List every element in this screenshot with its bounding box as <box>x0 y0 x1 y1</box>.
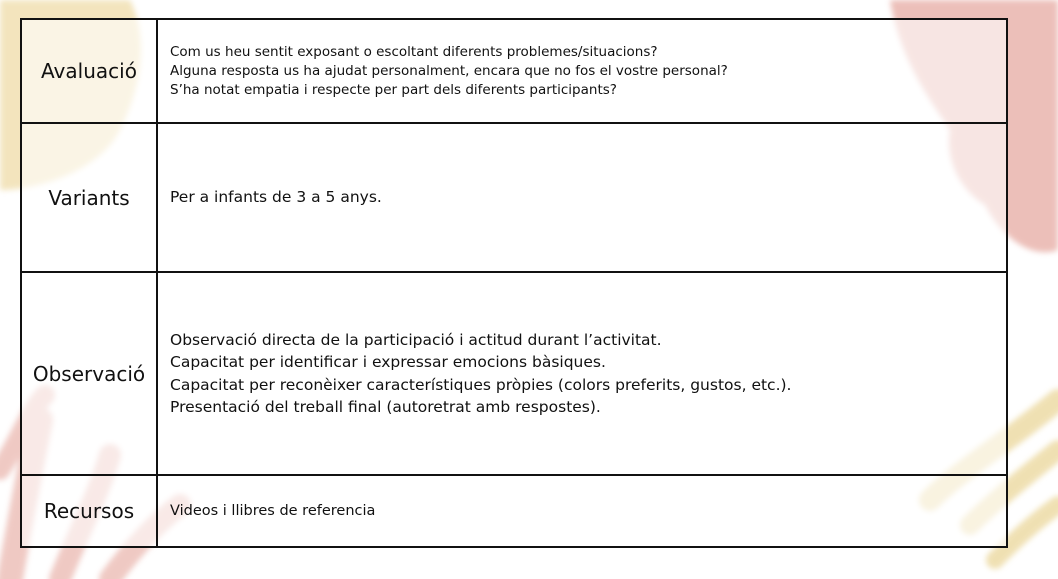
heading-avaluacio: Avaluació <box>21 19 157 123</box>
row-avaluacio <box>21 19 1007 123</box>
activity-plan-table <box>20 18 1008 548</box>
text-line: Capacitat per identificar i expressar emocions bàsiques. <box>170 353 606 371</box>
text-line: Capacitat per reconèixer característiques pròpies (colors preferits, gustos, etc.). <box>170 375 792 394</box>
text-line: S’ha notat empatia i respecte per part dels diferents participants? <box>170 81 617 98</box>
text-line: Per a infants de 3 a 5 anys. <box>170 188 382 207</box>
row-recursos <box>21 475 1007 547</box>
content-avaluacio <box>157 19 1007 123</box>
text-line: Presentació del treball final (autoretrat amb respostes). <box>170 398 601 416</box>
text-line: Alguna resposta us ha ajudat personalment, encara que no fos el vostre personal? <box>170 62 728 79</box>
text-line: Videos i llibres de referencia <box>170 503 376 519</box>
content-variants <box>157 123 1007 272</box>
heading-observacio: Observació <box>21 272 157 475</box>
heading-recursos: Recursos <box>21 475 157 547</box>
heading-variants: Variants <box>21 123 157 272</box>
content-recursos <box>157 475 1007 547</box>
text-line: Observació directa de la participació i actitud durant l’activitat. <box>170 330 662 349</box>
content-observacio <box>157 272 1007 475</box>
row-variants <box>21 123 1007 272</box>
row-observacio <box>21 272 1007 475</box>
text-line: Com us heu sentit exposant o escoltant diferents problemes/situacions? <box>170 43 658 60</box>
